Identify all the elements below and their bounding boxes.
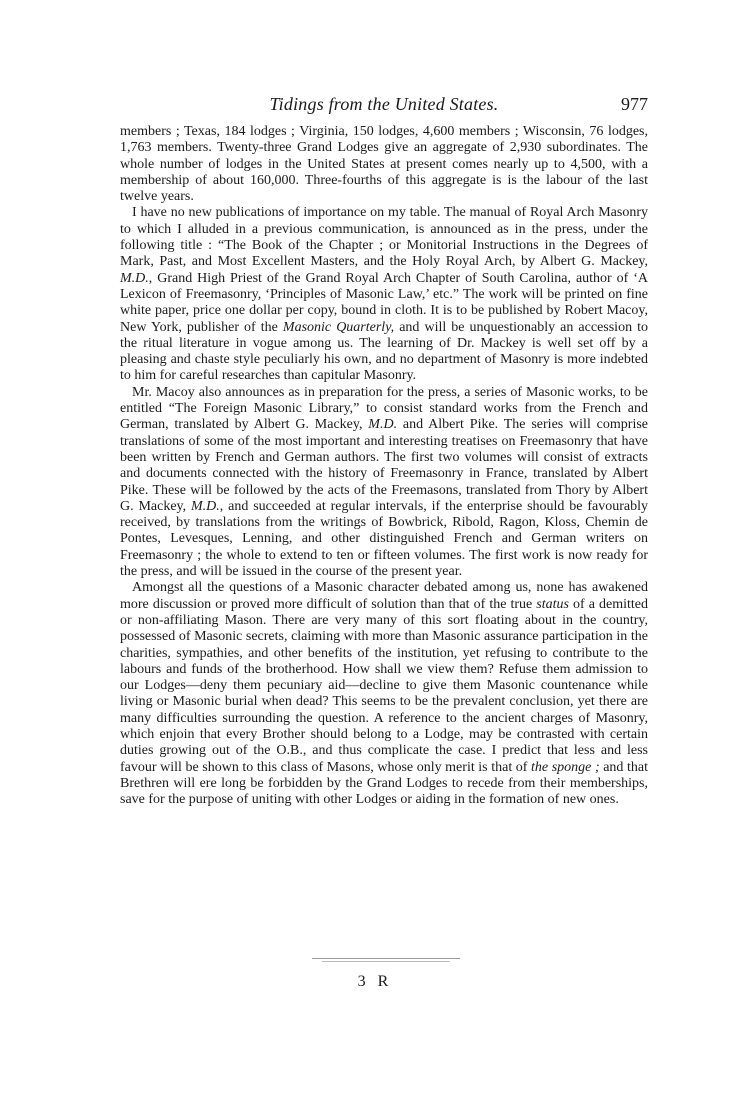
text-run: I have no new publications of importance on my table. The manual of Royal Arch Masonry to which I alluded in a previous communication, is announced as in the press, under the following title : “The Book of the Chapter ; or Monitorial Instructions in the Degrees of Mark, Past, and Most Excellent Masters, and the Holy Royal Arch, by Albert G. Mackey, <box>120 205 648 270</box>
text-run: and will be unquestionably an accession to the ritual literature in vogue among us. The learning of Dr. Mackey is well set off by a pleasing and chaste style peculiarly his own, and no department of Masonry is more indebted to him for careful researches than capitular Masonry. <box>120 319 649 384</box>
bottom-rule-short <box>322 961 450 962</box>
italic-text: Masonic Quarterly, <box>282 319 395 335</box>
page-number: 977 <box>621 94 648 114</box>
text-run: and Albert Pike. The series will comprise translations of some of the most important and interesting treatises on Freemasonry that have been written by French and German authors. The first two volumes will consist of extracts and documents connected with the history of Freemasonry in France, translated by Albert Pike. These will be followed by the acts of the Freemasons, translated from Thory by Albert G. Mackey, <box>120 417 648 514</box>
bottom-rule <box>312 958 460 959</box>
text-run: of a demitted or non-affiliating Mason. There are very many of this sort floating about in the country, possessed of Masonic secrets, claiming with more than Masonic assurance participation in the charities, sympathies, and other benefits of the institution, yet refusing to contribute to the labours and funds of the brotherhood. How shall we view them? Refuse them admission to our Lodges—deny them pecuniary aid—decline to give them Masonic countenance while living or Masonic burial when dead? This seems to be the prevalent conclusion, yet there are many difficulties surrounding the question. A reference to the ancient charges of Masonry, which enjoin that every Brother should belong to a Lodge, may be contrasted with certain duties growing out of the O.B., and thus complicate the case. I predict that less and less favour will be shown to this class of Masons, whose only merit is that of <box>120 596 648 775</box>
italic-text: M.D. <box>191 498 220 514</box>
italic-text: the sponge ; <box>531 759 600 775</box>
italic-text: M.D. <box>368 417 398 433</box>
text-run: members ; Texas, 184 lodges ; Virginia, 150 lodges, 4,600 members ; Wisconsin, 76 lodges, 1,763 members. Twenty-three Grand Lodges give an aggregate of 2,930 subordinates. The whole number of lodges in the United States at present comes nearly up to 4,500, with a membership of about 160,000. Three-fourths of this aggregate is is the labour of the last twelve years. <box>120 124 648 205</box>
paragraph <box>120 205 648 384</box>
text-run: and that Brethren will ere long be forbidden by the Grand Lodges to recede from their memberships, save for the purpose of uniting with other Lodges or aiding in the formation of new ones. <box>120 759 648 808</box>
paragraph <box>120 580 648 808</box>
italic-text: status <box>536 596 569 612</box>
paragraph <box>120 124 648 205</box>
text-run: Mr. Macoy also announces as in preparation for the press, a series of Masonic works, to be entitled “The Foreign Masonic Library,” to consist standard works from the French and German, translated by Albert G. Mackey, <box>120 384 648 433</box>
body-text <box>120 124 648 808</box>
text-run: , and succeeded at regular intervals, if the enterprise should be favourably received, by translations from the writings of Bowbrick, Ribold, Ragon, Kloss, Chemin de Pontes, Levesques, Lenning, and other distinguished French and German writers on Freemasonry ; the whole to extend to ten or fifteen volumes. The first work is now ready for the press, and will be issued in the course of the present year. <box>120 498 648 580</box>
text-run: Amongst all the questions of a Masonic character debated among us, none has awakened more discussion or proved more difficult of solution than that of the true <box>120 580 648 612</box>
signature-mark: 3 R <box>357 973 393 990</box>
italic-text: M.D. <box>120 270 149 286</box>
running-title: Tidings from the United States. <box>269 94 499 114</box>
paragraph <box>120 385 648 581</box>
text-run: , Grand High Priest of the Grand Royal Arch Chapter of South Carolina, author of ‘A Lexicon of Freemasonry, ‘Principles of Masonic Law,’ etc.” The work will be printed on fine white paper, price one dollar per copy, bound in cloth. It is to be published by Robert Macoy, New York, publisher of the <box>120 270 648 335</box>
running-head <box>120 92 648 116</box>
